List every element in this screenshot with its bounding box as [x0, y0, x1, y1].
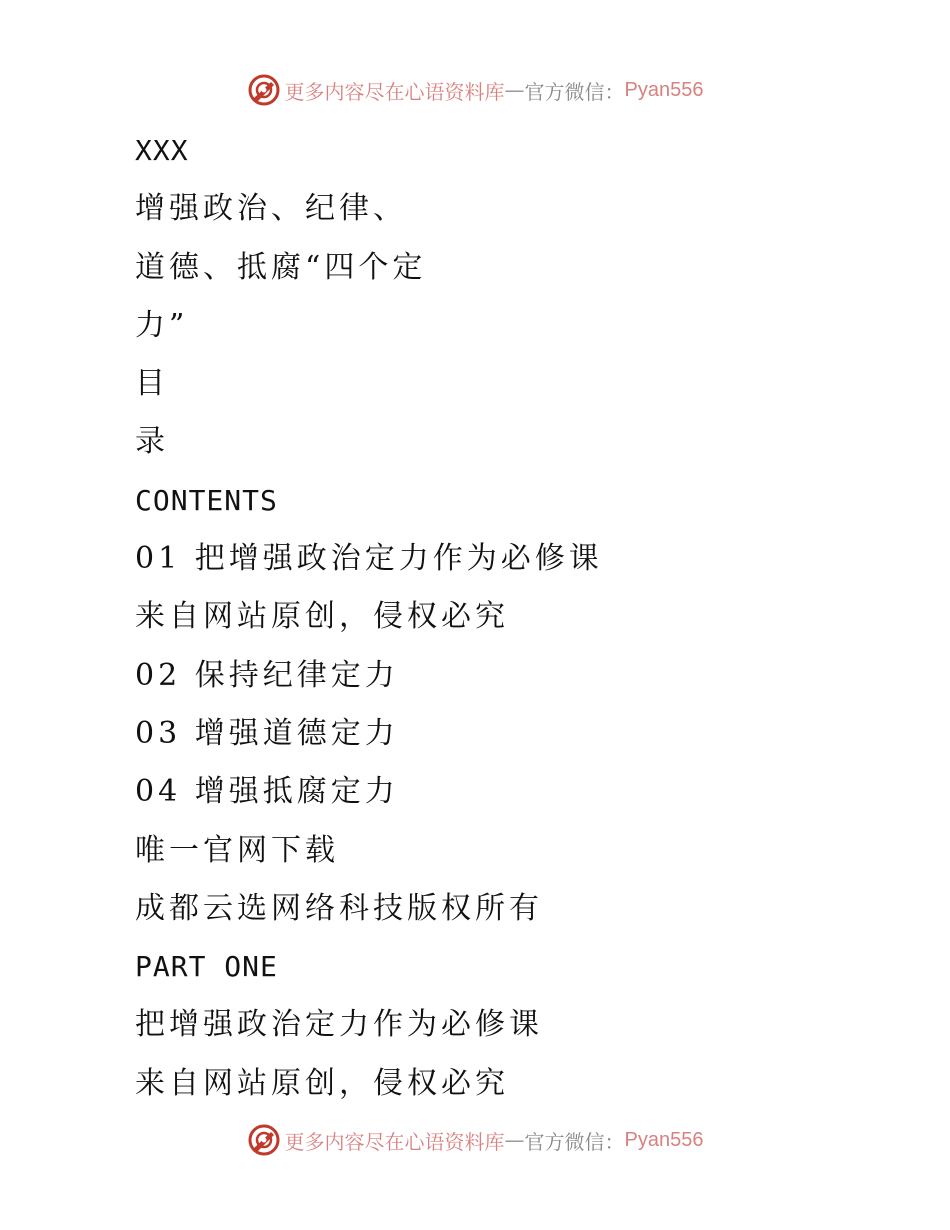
doc-line-toc-heading-2: 录	[135, 424, 169, 460]
doc-line-section-title: 把增强政治定力作为必修课	[135, 1007, 543, 1043]
promo-text: 更多内容尽在心语资料库	[284, 79, 505, 104]
brand-logo-icon	[247, 73, 281, 107]
doc-line-title-3: 力”	[135, 307, 189, 343]
header-watermark-banner	[0, 70, 950, 110]
banner-dash: —	[504, 1128, 525, 1152]
wechat-id: Pyan556	[624, 78, 704, 101]
doc-line-download-note: 唯一官网下载	[135, 832, 339, 868]
document-body	[135, 122, 895, 1113]
doc-line-title-2: 道德、抵腐“四个定	[135, 249, 427, 285]
banner-dash: —	[504, 78, 525, 102]
doc-line-copyright: 成都云选网络科技版权所有	[135, 890, 543, 926]
doc-line-toc-item-2: 02 保持纪律定力	[135, 657, 399, 693]
doc-line-title-1: 增强政治、纪律、	[135, 191, 407, 227]
brand-logo-icon	[247, 1123, 281, 1157]
doc-line-toc-heading-1: 目	[135, 366, 169, 402]
wechat-label: 官方微信：	[524, 79, 625, 104]
doc-line-notice-1: 来自网站原创，侵权必究	[135, 599, 509, 635]
doc-line-toc-item-1: 01 把增强政治定力作为必修课	[135, 541, 603, 577]
wechat-id: Pyan556	[624, 1128, 704, 1151]
doc-line-toc-item-4: 04 增强抵腐定力	[135, 774, 399, 810]
doc-line-contents: CONTENTS	[135, 483, 278, 517]
doc-line-notice-2: 来自网站原创，侵权必究	[135, 1065, 509, 1101]
doc-line-toc-item-3: 03 增强道德定力	[135, 715, 399, 751]
wechat-label: 官方微信：	[524, 1129, 625, 1154]
doc-line-part-one: PART ONE	[135, 950, 278, 984]
footer-watermark-banner	[0, 1120, 950, 1160]
promo-text: 更多内容尽在心语资料库	[284, 1129, 505, 1154]
doc-line-author: XXX	[135, 134, 189, 167]
